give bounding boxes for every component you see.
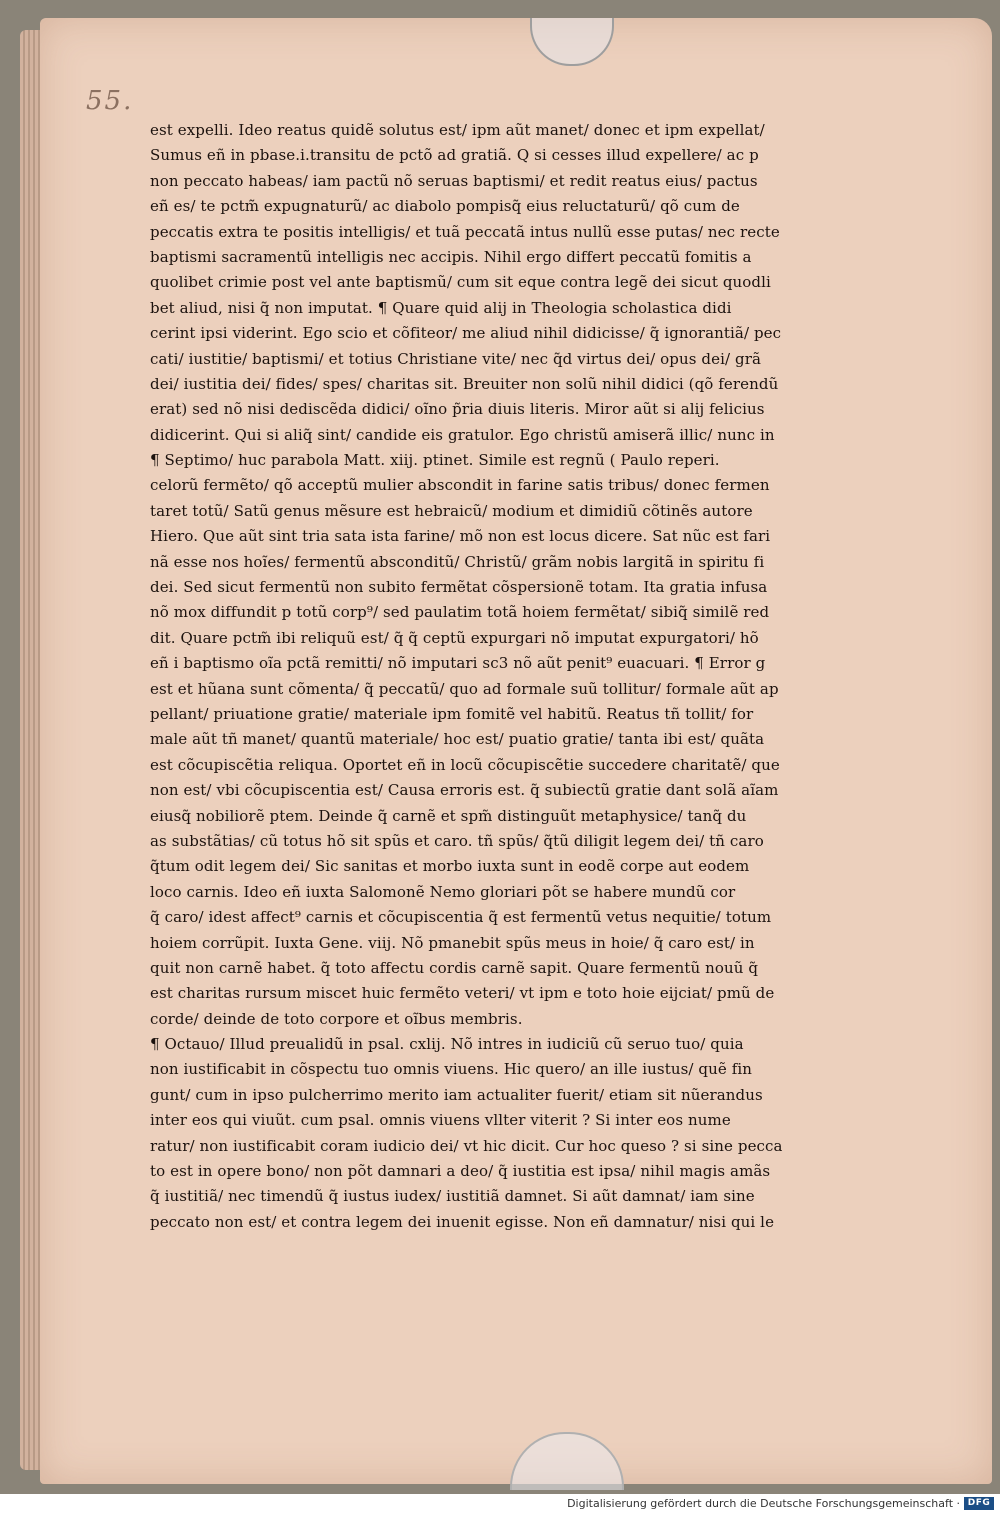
- text-line: corde/ deinde de toto corpore et oĩbus membris.: [150, 1009, 523, 1028]
- text-line: to est in opere bono/ non põt damnari a deo/ q̃ iustitia est ipsa/ nihil magis amãs: [150, 1162, 771, 1181]
- text-line: ¶ Octauo/ Illud preualidũ in psal. cxlij. Nõ intres in iudiciũ cũ seruo tuo/ quia: [150, 1035, 744, 1054]
- page-edge-stack: [20, 30, 42, 1470]
- text-line: hoiem corrũpit. Iuxta Gene. viij. Nõ pmanebit spũs meus in hoie/ q̃ caro est/ in: [150, 933, 755, 952]
- text-line: quit non carnẽ habet. q̃ toto affectu cordis carnẽ sapit. Quare fermentũ nouũ q̃: [150, 958, 759, 977]
- dfg-logo: DFG: [964, 1497, 994, 1510]
- text-line: baptismi sacramentũ intelligis nec accipis. Nihil ergo differt peccatũ fomitis a: [150, 247, 752, 266]
- text-line: dei. Sed sicut fermentũ non subito fermẽtat cõspersionẽ totam. Ita gratia infusa: [150, 578, 768, 597]
- text-line: quolibet crimie post vel ante baptismũ/ cum sit eque contra legẽ dei sicut quodli: [150, 273, 771, 292]
- text-line: taret totũ/ Satũ genus mẽsure est hebraicũ/ modium et dimidiũ cõtinẽs autore: [150, 501, 753, 520]
- text-line: dit. Quare pctm̃ ibi reliquũ est/ q̃ q̃ ceptũ expurgari nõ imputat expurgatori/ hõ: [150, 628, 759, 647]
- text-line: est expelli. Ideo reatus quidẽ solutus est/ ipm aũt manet/ donec et ipm expellat/: [150, 121, 765, 139]
- text-line: non iustificabit in cõspectu tuo omnis viuens. Hic quero/ an ille iustus/ quẽ fin: [150, 1060, 753, 1079]
- text-line: cerint ipsi viderint. Ego scio et cõfiteor/ me aliud nihil didicisse/ q̃ ignorantiã/ pec: [150, 324, 782, 343]
- text-line: inter eos qui viuũt. cum psal. omnis viuens vllter viterit ? Si inter eos nume: [150, 1111, 731, 1130]
- text-line: bet aliud, nisi q̃ non imputat. ¶ Quare quid alij in Theologia scholastica didi: [150, 298, 732, 317]
- text-line: didicerint. Qui si aliq̃ sint/ candide eis gratulor. Ego christũ amiserã illic/ nunc in: [150, 425, 775, 444]
- text-line: non est/ vbi cõcupiscentia est/ Causa erroris est. q̃ subiectũ gratie dant solã aĩam: [150, 781, 779, 800]
- text-line: cati/ iustitie/ baptismi/ et totius Christiane vite/ nec q̃d virtus dei/ opus dei/ grã: [150, 349, 762, 368]
- text-line: ¶ Septimo/ huc parabola Matt. xiij. ptinet. Simile est regnũ ( Paulo reperi.: [150, 451, 720, 470]
- footer-bar: [0, 1494, 1000, 1514]
- text-line: eñ es/ te pctm̃ expugnaturũ/ ac diabolo pompisq̃ eius reluctaturũ/ qõ cum de: [150, 197, 740, 216]
- text-line: ratur/ non iustificabit coram iudicio dei/ vt hic dicit. Cur hoc queso ? si sine pecca: [150, 1136, 783, 1155]
- text-line: celorũ fermẽto/ qõ acceptũ mulier abscondit in farine satis tribus/ donec fermen: [150, 476, 770, 495]
- text-line: nã esse nos hoĩes/ fermentũ absconditũ/ Christũ/ grãm nobis largitã in spiritu fi: [150, 552, 765, 571]
- text-block: [150, 118, 920, 1235]
- text-line: eiusq̃ nobiliorẽ ptem. Deinde q̃ carnẽ et spm̃ distinguũt metaphysice/ tanq̃ du: [150, 806, 747, 825]
- text-line: q̃ iustitiã/ nec timendũ q̃ iustus iudex/ iustitiã damnet. Si aũt damnat/ iam sine: [150, 1187, 755, 1206]
- text-line: as substãtias/ cũ totus hõ sit spũs et caro. tñ spũs/ q̃tũ diligit legem dei/ tñ caro: [150, 831, 764, 850]
- margin-note: 55.: [86, 86, 134, 116]
- text-line: dei/ iustitia dei/ fides/ spes/ charitas sit. Breuiter non solũ nihil didici (qõ ferendũ: [150, 374, 779, 393]
- text-line: est charitas rursum miscet huic fermẽto veteri/ vt ipm e toto hoie eijciat/ pmũ de: [150, 984, 775, 1003]
- text-line: q̃tum odit legem dei/ Sic sanitas et morbo iuxta sunt in eodẽ corpe aut eodem: [150, 857, 750, 876]
- text-line: peccatis extra te positis intelligis/ et tuã peccatã intus nullũ esse putas/ nec recte: [150, 222, 780, 241]
- text-line: erat) sed nõ nisi dediscẽda didici/ oĩno p̃ria diuis literis. Miror aũt si alij felicius: [150, 400, 765, 419]
- text-line: non peccato habeas/ iam pactũ nõ seruas baptismi/ et redit reatus eius/ pactus: [150, 171, 758, 190]
- text-line: male aũt tñ manet/ quantũ materiale/ hoc est/ puatio gratie/ tanta ibi est/ quãta: [150, 730, 765, 749]
- text-line: nõ mox diffundit p totũ corp⁹/ sed paulatim totã hoiem fermẽtat/ sibiq̃ similẽ red: [150, 603, 770, 622]
- text-line: peccato non est/ et contra legem dei inuenit egisse. Non eñ damnatur/ nisi qui le: [150, 1212, 775, 1231]
- text-line: pellant/ priuatione gratie/ materiale ipm fomitẽ vel habitũ. Reatus tñ tollit/ for: [150, 704, 754, 723]
- text-line: Hiero. Que aũt sint tria sata ista farine/ mõ non est locus dicere. Sat nũc est fari: [150, 527, 771, 546]
- text-line: gunt/ cum in ipso pulcherrimo merito iam actualiter fuerit/ etiam sit nũerandus: [150, 1085, 763, 1104]
- funding-notice: Digitalisierung gefördert durch die Deutsche Forschungsgemeinschaft ·: [567, 1497, 960, 1510]
- text-line: Sumus eñ in pbase.i.transitu de pctõ ad gratiã. Q si cesses illud expellere/ ac p: [150, 146, 759, 165]
- text-line: loco carnis. Ideo eñ iuxta Salomonẽ Nemo gloriari põt se habere mundũ cor: [150, 882, 736, 901]
- text-line: eñ i baptismo oĩa pctã remitti/ nõ imputari sc3 nõ aũt penit⁹ euacuari. ¶ Error g: [150, 654, 766, 673]
- text-line: q̃ caro/ idest affect⁹ carnis et cõcupiscentia q̃ est fermentũ vetus nequitie/ totum: [150, 908, 772, 927]
- text-line: est et hũana sunt cõmenta/ q̃ peccatũ/ quo ad formale suũ tollitur/ formale aũt ap: [150, 679, 779, 698]
- text-line: est cõcupiscẽtia reliqua. Oportet eñ in locũ cõcupiscẽtie succedere charitatẽ/ que: [150, 755, 780, 774]
